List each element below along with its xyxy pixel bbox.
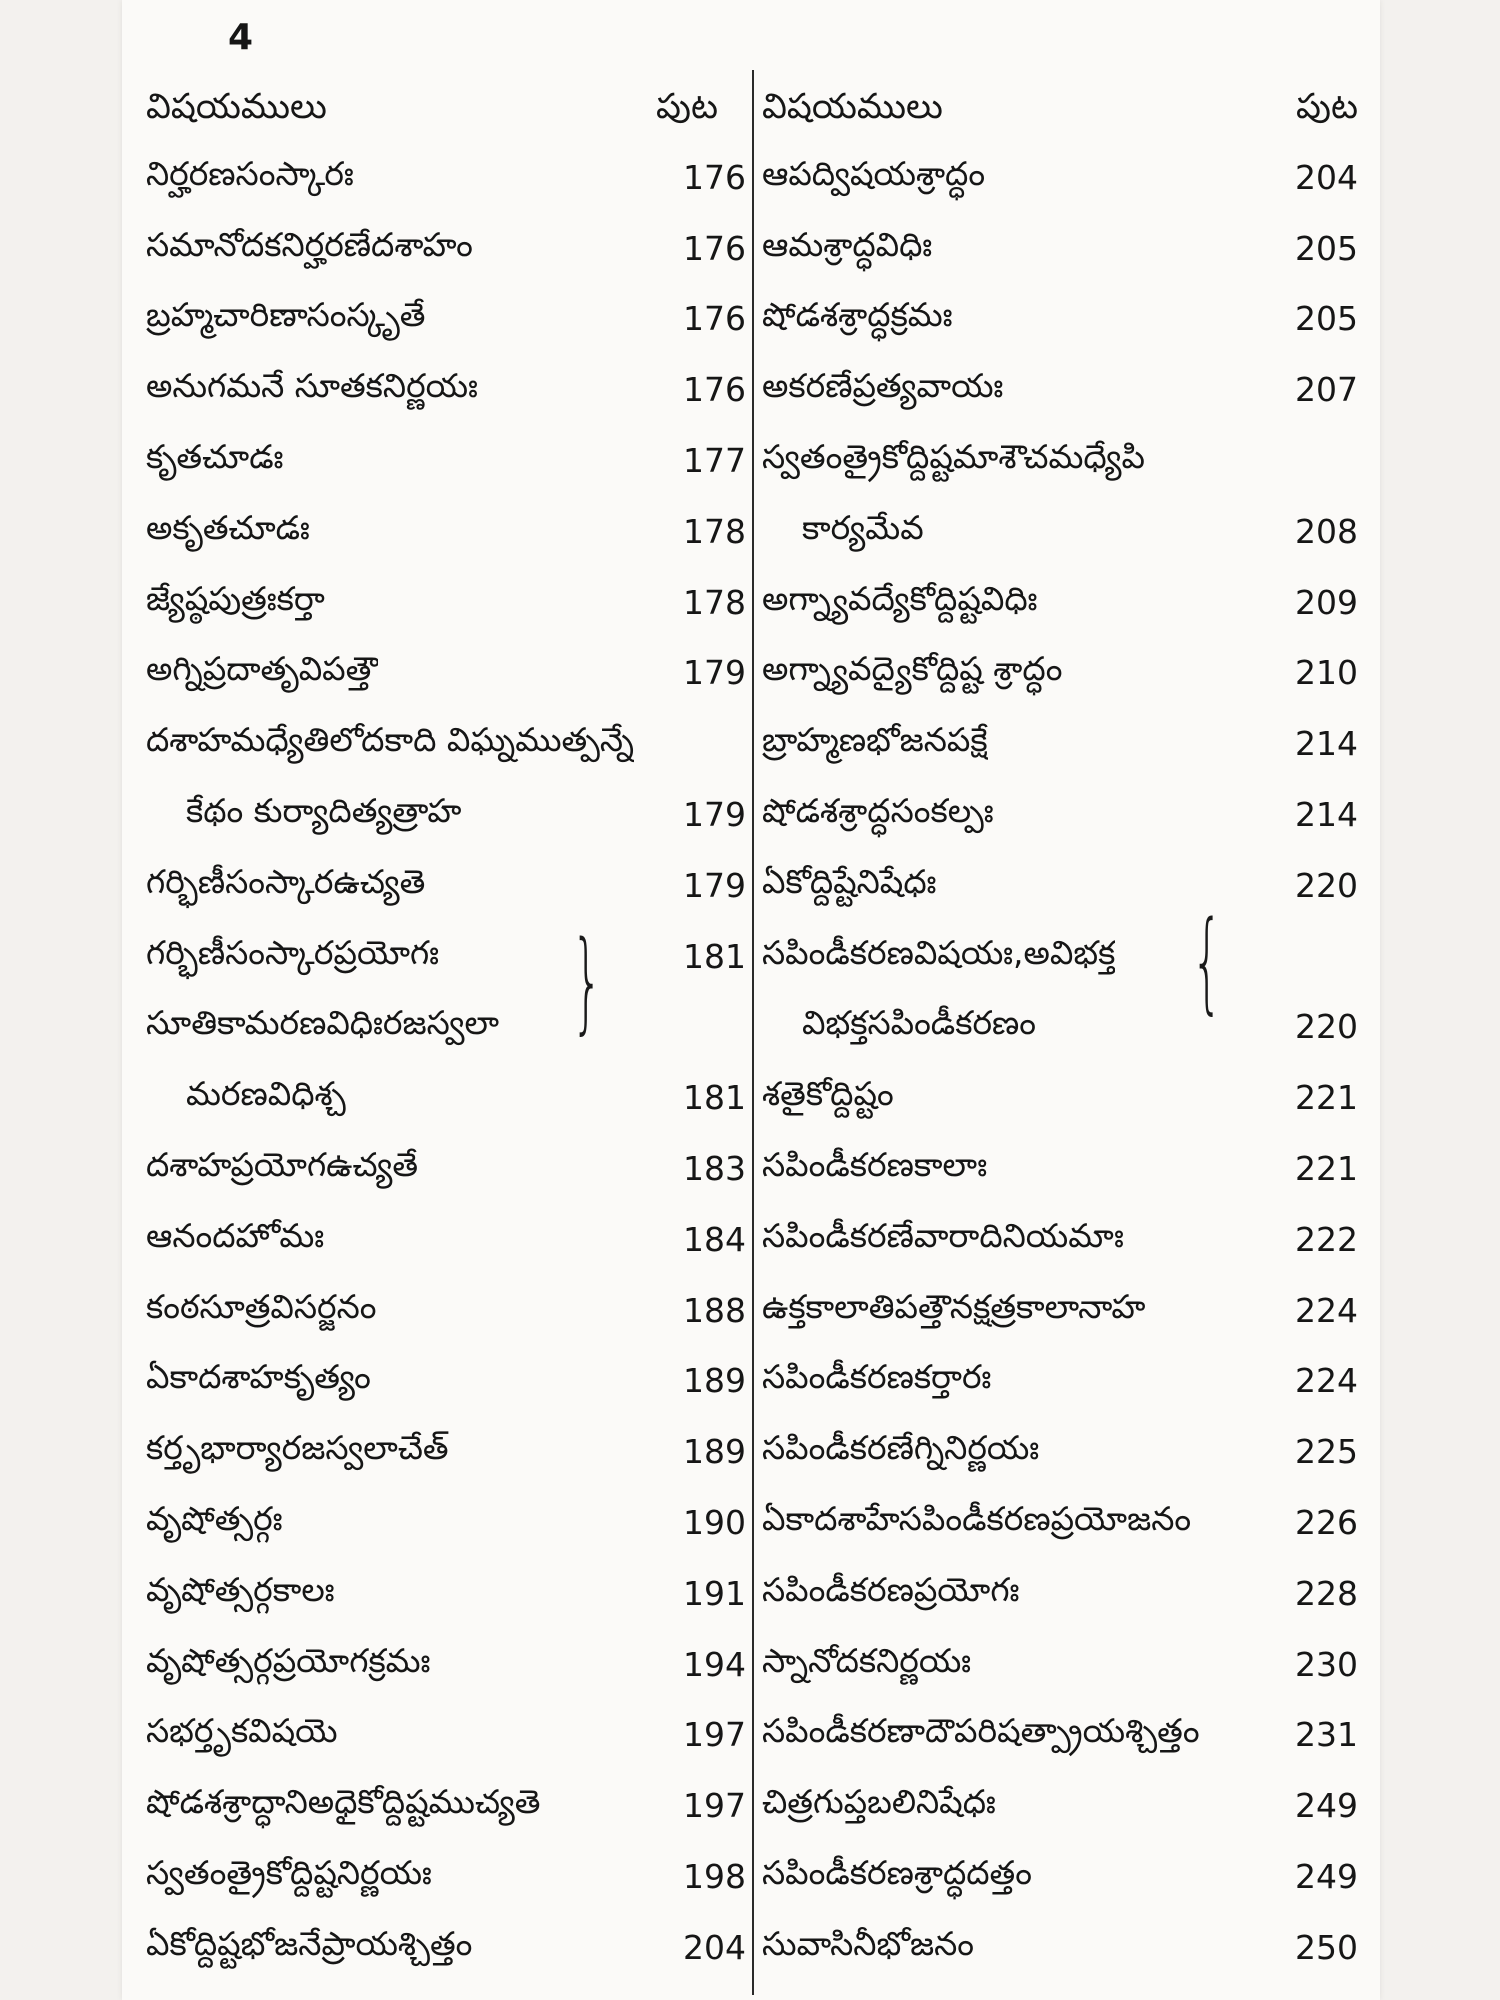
entry-title: షోడశశ్రాద్ధసంకల్పః — [762, 791, 994, 831]
entry-title: సువాసినీభోజనం — [762, 1923, 975, 1963]
entry-page-number: 184 — [683, 1219, 746, 1259]
entry-page-number: 181 — [683, 1078, 746, 1118]
right-entries — [762, 142, 1358, 1983]
entry-page-number: 228 — [1295, 1573, 1358, 1613]
toc-entry — [762, 425, 1358, 496]
entry-title: అగ్న్యావద్యైకోద్దిష్ట శ్రాద్ధం — [762, 649, 1063, 689]
entry-title: కర్తృభార్యారజస్వలాచేత్ — [146, 1428, 449, 1468]
entry-page-number: 205 — [1295, 228, 1358, 268]
entry-page-number: 189 — [683, 1361, 746, 1401]
page-number: 4 — [228, 17, 254, 58]
entry-title: సపిండీకరణప్రయోగః — [762, 1569, 1020, 1609]
entry-page-number: 221 — [1295, 1078, 1358, 1118]
toc-entry — [146, 1841, 746, 1912]
entry-title: ఆమశ్రాద్ధవిధిః — [762, 224, 933, 264]
entry-page-number: 250 — [1295, 1927, 1358, 1967]
toc-entry — [146, 1062, 746, 1133]
toc-entry — [762, 213, 1358, 284]
entry-page-number: 194 — [683, 1644, 746, 1684]
entry-title: గర్భిణీసంస్కారఉచ్యతె — [146, 861, 426, 901]
page-label: పుట — [656, 87, 718, 127]
entry-page-number: 197 — [683, 1715, 746, 1755]
entry-title: చిత్రగుప్తబలినిషేధః — [762, 1782, 996, 1822]
entry-title: కేథం కుర్యాదిత్యత్రాహ — [186, 791, 462, 831]
entry-page-number: 179 — [683, 653, 746, 693]
toc-entry — [146, 1700, 746, 1771]
book-page — [122, 0, 1380, 2000]
entry-title: కృతచూడః — [146, 437, 284, 477]
toc-entry — [146, 1133, 746, 1204]
toc-entry — [146, 1912, 746, 1983]
entry-title: వృషోత్సర్గకాలః — [146, 1569, 335, 1609]
toc-entry — [146, 1416, 746, 1487]
entry-title: దశాహమధ్యేతిలోదకాది విఘ్నముత్పన్నే — [146, 720, 634, 760]
entry-page-number: 222 — [1295, 1219, 1358, 1259]
entry-title: షోడశశ్రాద్ధక్రమః — [762, 295, 953, 335]
toc-entry — [762, 850, 1358, 921]
entry-title: స్వతంత్రైకోద్దిష్టమాశౌచమధ్యేపి — [762, 437, 1145, 477]
entry-page-number: 220 — [1295, 1007, 1358, 1047]
toc-entry — [762, 1912, 1358, 1983]
left-column-header — [146, 80, 746, 142]
entry-page-number: 176 — [683, 228, 746, 268]
toc-entry — [146, 425, 746, 496]
toc-entry — [762, 638, 1358, 709]
entry-page-number: 197 — [683, 1786, 746, 1826]
entry-page-number: 179 — [683, 865, 746, 905]
entry-title: వృషోత్సర్గః — [146, 1499, 283, 1539]
toc-entry — [762, 992, 1358, 1063]
entry-title: బ్రహ్మచారిణాసంస్కృతే — [146, 295, 426, 335]
entry-page-number: 181 — [683, 936, 746, 976]
toc-entry — [146, 708, 746, 779]
toc-entry — [762, 142, 1358, 213]
toc-entry — [146, 921, 746, 992]
entry-title: ఏకాదశాహకృత్యం — [146, 1357, 371, 1397]
entry-title: సపిండీకరణశ్రాద్ధదత్తం — [762, 1853, 1032, 1893]
entry-title: దశాహప్రయోగఉచ్యతే — [146, 1145, 419, 1185]
toc-entry — [146, 496, 746, 567]
entry-page-number: 205 — [1295, 299, 1358, 339]
entry-page-number: 178 — [683, 511, 746, 551]
entry-title: సూతికామరణవిధిఃరజస్వలా — [146, 1003, 500, 1043]
toc-entry — [762, 284, 1358, 355]
entry-page-number: 249 — [1295, 1786, 1358, 1826]
topics-label: విషయములు — [146, 87, 327, 127]
entry-title: జ్యేష్ఠపుత్రఃకర్తా — [146, 578, 325, 618]
toc-entry — [762, 708, 1358, 779]
entry-title: విభక్తసపిండీకరణం — [802, 1003, 1037, 1043]
entry-page-number: 188 — [683, 1290, 746, 1330]
entry-page-number: 189 — [683, 1432, 746, 1472]
toc-entry — [146, 1558, 746, 1629]
entry-page-number: 198 — [683, 1857, 746, 1897]
toc-entry — [762, 1629, 1358, 1700]
entry-page-number: 214 — [1295, 795, 1358, 835]
entry-page-number: 191 — [683, 1573, 746, 1613]
entry-title: షోడశశ్రాద్ధానిఅధైకోద్దిష్టముచ్యతె — [146, 1782, 541, 1822]
toc-entry — [146, 1629, 746, 1700]
left-entries — [146, 142, 746, 1983]
entry-page-number: 214 — [1295, 724, 1358, 764]
toc-entry — [762, 567, 1358, 638]
toc-entry — [146, 213, 746, 284]
entry-title: ఉక్తకాలాతిపత్తౌనక్షత్రకాలానాహ — [762, 1286, 1146, 1326]
right-column — [762, 80, 1358, 1983]
entry-page-number: 249 — [1295, 1857, 1358, 1897]
entry-page-number: 225 — [1295, 1432, 1358, 1472]
entry-page-number: 176 — [683, 157, 746, 197]
entry-title: కార్యమేవ — [802, 507, 924, 547]
toc-entry — [146, 850, 746, 921]
entry-page-number: 190 — [683, 1503, 746, 1543]
entry-title: ఏకాదశాహేసపిండీకరణప్రయోజనం — [762, 1499, 1192, 1539]
entry-page-number: 224 — [1295, 1290, 1358, 1330]
entry-title: వృషోత్సర్గప్రయోగక్రమః — [146, 1640, 431, 1680]
toc-entry — [146, 567, 746, 638]
entry-page-number: 207 — [1295, 370, 1358, 410]
topics-label: విషయములు — [762, 87, 943, 127]
entry-page-number: 226 — [1295, 1503, 1358, 1543]
entry-title: సపిండీకరణకాలాః — [762, 1145, 988, 1185]
entry-page-number: 224 — [1295, 1361, 1358, 1401]
toc-entry — [762, 921, 1358, 992]
entry-page-number: 176 — [683, 299, 746, 339]
entry-title: అగ్నిప్రదాతృవిపత్తౌ — [146, 649, 379, 689]
entry-title: ఆనందహోమః — [146, 1215, 325, 1255]
entry-title: ఏకోద్దిష్టభోజనేప్రాయశ్చిత్తం — [146, 1923, 473, 1963]
curly-brace-mark: { — [1191, 897, 1223, 1025]
entry-title: శతైకోద్దిష్టం — [762, 1074, 894, 1114]
right-column-header — [762, 80, 1358, 142]
entry-page-number: 210 — [1295, 653, 1358, 693]
entry-page-number: 176 — [683, 370, 746, 410]
entry-title: ఆపద్విషయశ్రాద్ధం — [762, 153, 986, 193]
toc-entry — [146, 1204, 746, 1275]
toc-entry — [762, 1416, 1358, 1487]
entry-page-number: 208 — [1295, 511, 1358, 551]
entry-title: బ్రాహ్మణభోజనపక్షే — [762, 720, 988, 760]
entry-title: ఏకోద్దిష్టేనిషేధః — [762, 861, 937, 901]
entry-title: అగ్న్యావద్యేకోద్దిష్టవిధిః — [762, 578, 1038, 618]
entry-page-number: 204 — [1295, 157, 1358, 197]
toc-entry — [762, 496, 1358, 567]
toc-entry — [146, 779, 746, 850]
toc-entry — [146, 1770, 746, 1841]
toc-entry — [146, 1275, 746, 1346]
toc-entry — [146, 638, 746, 709]
entry-page-number: 220 — [1295, 865, 1358, 905]
entry-title: అనుగమనే సూతకనిర్ణయః — [146, 366, 478, 406]
toc-entry — [146, 354, 746, 425]
entry-title: గర్భిణీసంస్కారప్రయోగః — [146, 932, 440, 972]
entry-title: అకృతచూడః — [146, 507, 310, 547]
entry-title: సపిండీకరణాదౌపరిషత్ప్రాయశ్చిత్తం — [762, 1711, 1200, 1751]
column-divider — [752, 70, 754, 1995]
entry-title: సపిండీకరణకర్తారః — [762, 1357, 992, 1397]
entry-title: సభర్తృకవిషయె — [146, 1711, 338, 1751]
entry-title: మరణవిధిశ్చ — [186, 1074, 346, 1114]
entry-title: సమానోదకనిర్హరణేదశాహం — [146, 224, 473, 264]
entry-title: స్నానోదకనిర్ణయః — [762, 1640, 972, 1680]
toc-entry — [146, 1487, 746, 1558]
entry-page-number: 177 — [683, 441, 746, 481]
entry-title: సపిండీకరణేగ్నినిర్ణయః — [762, 1428, 1040, 1468]
entry-title: కంఠసూత్రవిసర్జనం — [146, 1286, 377, 1326]
toc-entry — [146, 284, 746, 355]
entry-title: అకరణేప్రత్యవాయః — [762, 366, 1004, 406]
entry-page-number: 179 — [683, 795, 746, 835]
toc-entry — [762, 1204, 1358, 1275]
entry-title: నిర్హరణసంస్కారః — [146, 153, 354, 193]
left-column — [146, 80, 746, 1983]
entry-page-number: 178 — [683, 582, 746, 622]
entry-title: స్వతంత్రైకోద్దిష్టనిర్ణయః — [146, 1853, 432, 1893]
entry-page-number: 230 — [1295, 1644, 1358, 1684]
toc-entry — [762, 1487, 1358, 1558]
entry-title: సపిండీకరణేవారాదినియమాః — [762, 1215, 1124, 1255]
curly-brace-mark: } — [571, 917, 603, 1045]
entry-page-number: 183 — [683, 1149, 746, 1189]
toc-entry — [762, 1841, 1358, 1912]
toc-entry — [762, 1062, 1358, 1133]
toc-entry — [762, 1700, 1358, 1771]
toc-entry — [146, 142, 746, 213]
entry-title: సపిండీకరణవిషయః,అవిభక్త — [762, 932, 1116, 972]
toc-entry — [762, 354, 1358, 425]
toc-entry — [762, 1275, 1358, 1346]
toc-entry — [762, 1770, 1358, 1841]
toc-entry — [762, 779, 1358, 850]
entry-page-number: 209 — [1295, 582, 1358, 622]
toc-entry — [146, 992, 746, 1063]
entry-page-number: 204 — [683, 1927, 746, 1967]
toc-entry — [762, 1346, 1358, 1417]
toc-entry — [762, 1558, 1358, 1629]
toc-entry — [762, 1133, 1358, 1204]
entry-page-number: 231 — [1295, 1715, 1358, 1755]
page-label: పుట — [1296, 87, 1358, 127]
entry-page-number: 221 — [1295, 1149, 1358, 1189]
toc-entry — [146, 1346, 746, 1417]
